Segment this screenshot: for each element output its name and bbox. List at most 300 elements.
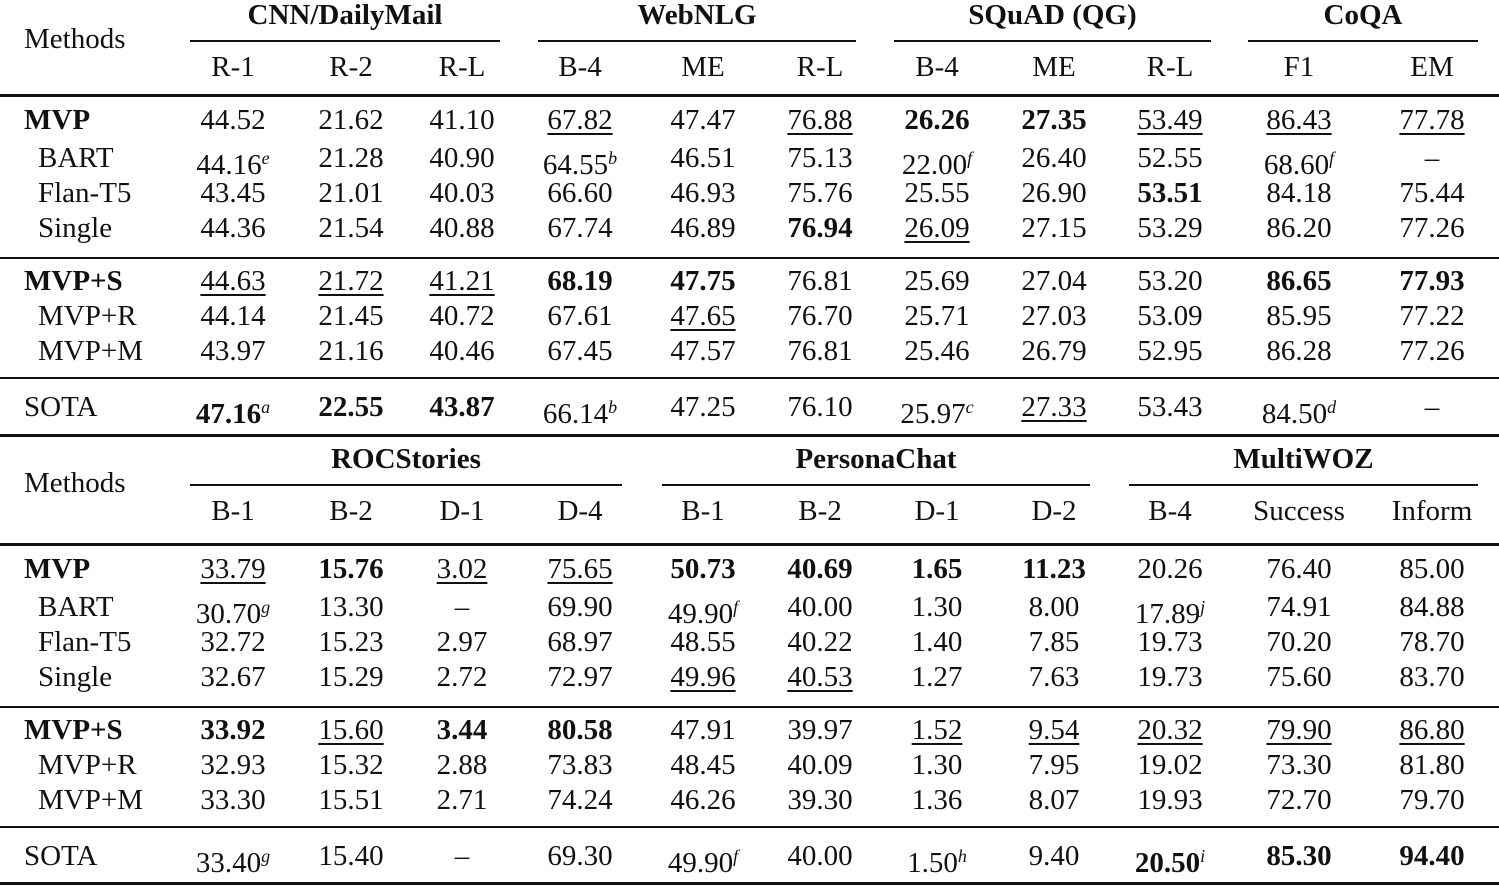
score-cell xyxy=(455,590,470,624)
score-value: 73.30 xyxy=(1266,749,1332,781)
score-value: 77.26 xyxy=(1399,212,1465,244)
score-value: 44.63 xyxy=(200,265,266,297)
score-cell xyxy=(429,299,494,333)
table-row xyxy=(0,141,1499,181)
citation-superscript: d xyxy=(1327,397,1337,417)
method-name: MVP+S xyxy=(24,714,123,746)
table-row xyxy=(0,839,1499,879)
score-cell xyxy=(1137,334,1202,368)
metric-header: B-1 xyxy=(211,495,255,527)
score-cell xyxy=(1029,660,1080,694)
metric-header: D-1 xyxy=(914,495,960,527)
score-value: 77.26 xyxy=(1399,335,1465,367)
score-value: 48.45 xyxy=(670,749,736,781)
table-row xyxy=(0,713,1499,747)
score-cell xyxy=(670,783,735,817)
score-cell xyxy=(547,176,612,210)
score-value: 17.89 xyxy=(1134,598,1201,630)
dataset-header: MultiWOZ xyxy=(1233,443,1374,475)
score-value: 48.55 xyxy=(670,626,736,658)
score-value: 46.26 xyxy=(670,784,736,816)
score-value: 74.24 xyxy=(547,784,613,816)
method-name: MVP+M xyxy=(38,784,143,816)
score-value: 1.30 xyxy=(911,749,963,781)
score-cell xyxy=(196,390,270,431)
score-cell xyxy=(1021,264,1086,298)
score-cell xyxy=(437,660,488,694)
score-value: 94.40 xyxy=(1399,840,1465,872)
score-cell xyxy=(429,334,494,368)
score-cell xyxy=(912,552,963,586)
metric-header: R-2 xyxy=(329,51,373,83)
citation-superscript: b xyxy=(608,397,618,417)
score-value: 47.25 xyxy=(670,391,736,423)
citation-superscript: g xyxy=(261,597,271,617)
score-cell xyxy=(1266,334,1331,368)
score-value: 8.07 xyxy=(1028,784,1080,816)
score-value: 67.61 xyxy=(547,300,613,332)
table-row xyxy=(0,625,1499,659)
score-cell xyxy=(787,103,852,137)
citation-superscript: h xyxy=(957,846,967,866)
score-cell xyxy=(547,625,612,659)
score-value: 1.52 xyxy=(911,714,963,746)
score-cell xyxy=(1266,748,1331,782)
score-cell xyxy=(547,839,612,873)
score-cell xyxy=(1399,713,1464,747)
score-cell xyxy=(670,625,735,659)
score-value: 40.72 xyxy=(429,300,495,332)
score-cell xyxy=(787,748,852,782)
score-cell xyxy=(196,839,270,880)
score-cell xyxy=(670,748,735,782)
score-value: 47.16 xyxy=(195,398,262,430)
score-cell xyxy=(1137,390,1202,424)
method-name: Flan-T5 xyxy=(38,626,132,658)
score-cell xyxy=(912,625,963,659)
score-value: 22.00 xyxy=(901,149,968,181)
table-row xyxy=(0,299,1499,333)
score-value: 53.51 xyxy=(1137,177,1203,209)
score-cell xyxy=(200,625,265,659)
score-value: – xyxy=(1424,391,1440,423)
score-value: 49.90 xyxy=(667,847,734,879)
citation-superscript: e xyxy=(261,148,270,168)
score-cell xyxy=(1029,713,1080,747)
score-cell xyxy=(1137,625,1202,659)
score-value: 76.70 xyxy=(787,300,853,332)
metric-header: D-4 xyxy=(557,495,603,527)
score-cell xyxy=(429,264,494,298)
score-value: 1.40 xyxy=(911,626,963,658)
score-cell xyxy=(1266,713,1331,747)
score-value: 40.22 xyxy=(787,626,853,658)
score-value: 25.97 xyxy=(900,398,966,430)
metric-header: B-2 xyxy=(329,495,373,527)
section-rule xyxy=(0,543,1499,546)
section-rule xyxy=(0,257,1499,259)
score-value: 43.97 xyxy=(200,335,266,367)
table-row xyxy=(0,211,1499,245)
score-value: 33.79 xyxy=(200,553,266,585)
score-value: 75.13 xyxy=(787,142,853,174)
score-value: 32.93 xyxy=(200,749,266,781)
score-cell xyxy=(1029,625,1080,659)
score-cell xyxy=(318,141,383,175)
score-value: 40.88 xyxy=(429,212,495,244)
score-value: 39.30 xyxy=(787,784,853,816)
score-cell xyxy=(787,264,852,298)
table-row xyxy=(0,176,1499,210)
method-name: MVP+S xyxy=(24,265,123,297)
method-name: MVP+R xyxy=(38,300,137,332)
score-cell xyxy=(547,713,612,747)
metric-header: Inform xyxy=(1391,495,1473,527)
score-cell xyxy=(437,783,488,817)
metric-header: F1 xyxy=(1283,51,1315,83)
score-value: 21.16 xyxy=(318,335,384,367)
score-value: 44.14 xyxy=(200,300,266,332)
score-value: 68.60 xyxy=(1263,149,1330,181)
score-value: 33.92 xyxy=(200,714,266,746)
score-value: 72.70 xyxy=(1266,784,1332,816)
score-value: 19.02 xyxy=(1137,749,1203,781)
metric-header: ME xyxy=(1032,51,1076,83)
score-value: 84.50 xyxy=(1261,398,1328,430)
citation-superscript: b xyxy=(608,148,618,168)
method-name: MVP+M xyxy=(38,335,143,367)
score-cell xyxy=(547,660,612,694)
score-value: 27.15 xyxy=(1021,212,1087,244)
score-value: 41.21 xyxy=(429,265,495,297)
score-value: 75.44 xyxy=(1399,177,1465,209)
score-value: 53.49 xyxy=(1137,104,1203,136)
score-cell xyxy=(429,390,494,424)
score-cell xyxy=(547,552,612,586)
citation-superscript: i xyxy=(1200,846,1206,866)
score-cell xyxy=(318,748,383,782)
score-value: 25.69 xyxy=(904,265,970,297)
dataset-header-rule xyxy=(190,484,622,486)
score-value: 2.72 xyxy=(436,661,488,693)
score-cell xyxy=(670,211,735,245)
metric-header: B-4 xyxy=(558,51,602,83)
score-value: 20.32 xyxy=(1137,714,1203,746)
score-cell xyxy=(904,176,969,210)
score-value: 13.30 xyxy=(318,591,384,623)
score-value: 44.52 xyxy=(200,104,266,136)
score-value: 86.80 xyxy=(1399,714,1465,746)
score-cell xyxy=(1266,264,1331,298)
score-value: 72.97 xyxy=(547,661,613,693)
score-cell xyxy=(1399,176,1464,210)
score-cell xyxy=(1029,839,1080,873)
score-value: 53.43 xyxy=(1137,391,1203,423)
score-cell xyxy=(1021,390,1086,424)
score-value: 75.76 xyxy=(787,177,853,209)
score-value: 33.40 xyxy=(195,847,262,879)
score-value: 26.79 xyxy=(1021,335,1087,367)
score-value: 7.63 xyxy=(1028,661,1080,693)
score-value: 86.43 xyxy=(1266,104,1332,136)
score-value: 73.83 xyxy=(547,749,613,781)
table-row xyxy=(0,334,1499,368)
score-cell xyxy=(547,211,612,245)
score-value: 21.72 xyxy=(318,265,384,297)
score-value: 52.55 xyxy=(1137,142,1203,174)
score-value: 67.45 xyxy=(547,335,613,367)
dataset-header: PersonaChat xyxy=(795,443,957,475)
dataset-header: SQuAD (QG) xyxy=(968,0,1137,31)
score-value: 46.89 xyxy=(670,212,736,244)
score-cell xyxy=(1135,839,1205,880)
table-row xyxy=(0,783,1499,817)
score-value: 1.27 xyxy=(911,661,963,693)
score-cell xyxy=(1021,103,1086,137)
score-value: 44.16 xyxy=(196,149,262,181)
score-value: – xyxy=(454,840,470,872)
score-cell xyxy=(787,713,852,747)
score-cell xyxy=(1266,176,1331,210)
method-name: MVP+R xyxy=(38,749,137,781)
score-value: 33.30 xyxy=(200,784,266,816)
score-value: 76.40 xyxy=(1266,553,1332,585)
method-name: MVP xyxy=(24,104,91,136)
score-value: 27.03 xyxy=(1021,300,1087,332)
score-cell xyxy=(1137,748,1202,782)
dataset-header: CoQA xyxy=(1323,0,1403,31)
section-rule xyxy=(0,706,1499,708)
score-cell xyxy=(1029,590,1080,624)
score-value: 76.81 xyxy=(787,265,853,297)
score-cell xyxy=(670,552,735,586)
score-value: 22.55 xyxy=(318,391,384,423)
score-value: 84.88 xyxy=(1399,591,1465,623)
score-value: 77.78 xyxy=(1399,104,1465,136)
score-cell xyxy=(318,590,383,624)
dataset-header-rule xyxy=(190,40,500,42)
score-cell xyxy=(1399,783,1464,817)
method-name: BART xyxy=(38,142,114,174)
score-cell xyxy=(787,660,852,694)
score-cell xyxy=(1399,552,1464,586)
score-cell xyxy=(1266,299,1331,333)
methods-header: Methods xyxy=(24,467,126,499)
score-value: 21.01 xyxy=(318,177,384,209)
score-cell xyxy=(437,748,488,782)
score-cell xyxy=(318,783,383,817)
score-cell xyxy=(1022,552,1086,586)
citation-superscript: f xyxy=(967,148,973,168)
score-value: 69.90 xyxy=(547,591,613,623)
score-cell xyxy=(1399,590,1464,624)
score-cell xyxy=(1266,552,1331,586)
score-cell xyxy=(787,299,852,333)
score-cell xyxy=(1021,141,1086,175)
score-value: 50.73 xyxy=(670,553,736,585)
score-value: 21.28 xyxy=(318,142,384,174)
score-value: 1.50 xyxy=(907,847,958,879)
score-value: 15.32 xyxy=(318,749,384,781)
score-value: 3.02 xyxy=(436,553,488,585)
score-cell xyxy=(1266,660,1331,694)
score-value: 79.70 xyxy=(1399,784,1465,816)
score-value: 40.03 xyxy=(429,177,495,209)
score-cell xyxy=(547,783,612,817)
score-value: 77.93 xyxy=(1399,265,1465,297)
score-cell xyxy=(200,748,265,782)
score-value: 40.53 xyxy=(787,661,853,693)
citation-superscript: f xyxy=(1329,148,1335,168)
score-cell xyxy=(904,334,969,368)
score-value: 75.65 xyxy=(547,553,613,585)
score-cell xyxy=(1029,783,1080,817)
score-value: 76.81 xyxy=(787,335,853,367)
score-value: 47.57 xyxy=(670,335,736,367)
score-cell xyxy=(912,590,963,624)
score-value: 83.70 xyxy=(1399,661,1465,693)
methods-header: Methods xyxy=(24,23,126,55)
dataset-header-rule xyxy=(662,484,1090,486)
score-value: 76.10 xyxy=(787,391,853,423)
score-cell xyxy=(318,390,383,424)
section-rule xyxy=(0,94,1499,97)
score-cell xyxy=(1399,299,1464,333)
score-cell xyxy=(318,211,383,245)
score-value: 86.65 xyxy=(1266,265,1332,297)
score-value: 64.55 xyxy=(542,149,609,181)
score-cell xyxy=(1425,390,1440,424)
score-value: 84.18 xyxy=(1266,177,1332,209)
score-value: 41.10 xyxy=(429,104,495,136)
citation-superscript: f xyxy=(733,846,739,866)
score-value: 9.54 xyxy=(1028,714,1080,746)
score-value: 20.50 xyxy=(1134,847,1201,879)
metric-header: Success xyxy=(1253,495,1345,527)
score-value: 52.95 xyxy=(1137,335,1203,367)
score-cell xyxy=(670,660,735,694)
score-cell xyxy=(1137,176,1202,210)
score-value: 40.00 xyxy=(787,840,853,872)
method-name: BART xyxy=(38,591,114,623)
score-cell xyxy=(1399,334,1464,368)
score-value: 47.47 xyxy=(670,104,736,136)
score-cell xyxy=(904,264,969,298)
score-value: 68.97 xyxy=(547,626,613,658)
score-value: 76.94 xyxy=(787,212,853,244)
score-cell xyxy=(429,211,494,245)
score-cell xyxy=(318,264,383,298)
citation-superscript: a xyxy=(261,397,271,417)
score-cell xyxy=(912,660,963,694)
score-value: 47.65 xyxy=(670,300,736,332)
score-cell xyxy=(200,713,265,747)
score-cell xyxy=(787,839,852,873)
score-cell xyxy=(787,552,852,586)
score-cell xyxy=(1399,264,1464,298)
score-cell xyxy=(1262,390,1336,431)
score-value: 47.91 xyxy=(670,714,736,746)
score-value: 40.46 xyxy=(429,335,495,367)
method-name: Single xyxy=(38,212,113,244)
score-value: 7.85 xyxy=(1028,626,1080,658)
score-cell xyxy=(200,176,265,210)
score-cell xyxy=(547,264,612,298)
score-cell xyxy=(670,103,735,137)
score-value: 68.19 xyxy=(547,265,613,297)
score-value: 46.93 xyxy=(670,177,736,209)
score-value: 2.71 xyxy=(436,784,488,816)
score-value: 11.23 xyxy=(1022,553,1086,585)
score-value: 15.40 xyxy=(318,840,384,872)
score-cell xyxy=(318,713,383,747)
score-cell xyxy=(670,264,735,298)
score-value: 15.23 xyxy=(318,626,384,658)
score-cell xyxy=(1399,211,1464,245)
score-cell xyxy=(318,103,383,137)
score-cell xyxy=(318,176,383,210)
score-cell xyxy=(1021,176,1086,210)
score-value: 26.26 xyxy=(904,104,970,136)
score-value: 44.36 xyxy=(200,212,266,244)
score-value: 26.40 xyxy=(1021,142,1087,174)
score-value: 79.90 xyxy=(1266,714,1332,746)
score-value: 46.51 xyxy=(670,142,736,174)
score-value: 85.95 xyxy=(1266,300,1332,332)
score-value: 30.70 xyxy=(195,598,262,630)
score-value: 53.09 xyxy=(1137,300,1203,332)
score-cell xyxy=(670,334,735,368)
score-cell xyxy=(1399,748,1464,782)
score-value: 47.75 xyxy=(670,265,736,297)
metric-header: ME xyxy=(681,51,725,83)
score-cell xyxy=(1137,713,1202,747)
score-value: 69.30 xyxy=(547,840,613,872)
metric-header: D-1 xyxy=(439,495,485,527)
score-value: 70.20 xyxy=(1266,626,1332,658)
score-cell xyxy=(670,390,735,424)
score-value: 27.35 xyxy=(1021,104,1087,136)
score-cell xyxy=(1137,299,1202,333)
score-value: 53.29 xyxy=(1137,212,1203,244)
score-value: 15.76 xyxy=(318,553,384,585)
score-cell xyxy=(1399,103,1464,137)
table-divider-rule xyxy=(0,434,1499,437)
score-value: 25.46 xyxy=(904,335,970,367)
score-value: 85.00 xyxy=(1399,553,1465,585)
score-value: 1.30 xyxy=(911,591,963,623)
score-cell xyxy=(200,660,265,694)
score-value: 27.33 xyxy=(1021,391,1087,423)
score-value: 9.40 xyxy=(1028,840,1080,872)
score-cell xyxy=(787,783,852,817)
method-name: SOTA xyxy=(24,391,98,423)
dataset-header: CNN/DailyMail xyxy=(247,0,443,31)
score-cell xyxy=(437,552,488,586)
score-value: 39.97 xyxy=(787,714,853,746)
score-cell xyxy=(1137,552,1202,586)
score-cell xyxy=(547,334,612,368)
score-value: 67.74 xyxy=(547,212,613,244)
score-value: 53.20 xyxy=(1137,265,1203,297)
score-value: 86.20 xyxy=(1266,212,1332,244)
score-value: 80.58 xyxy=(547,714,613,746)
score-value: 49.96 xyxy=(670,661,736,693)
score-cell xyxy=(904,299,969,333)
score-cell xyxy=(429,103,494,137)
score-value: 1.36 xyxy=(911,784,963,816)
score-cell xyxy=(1399,625,1464,659)
